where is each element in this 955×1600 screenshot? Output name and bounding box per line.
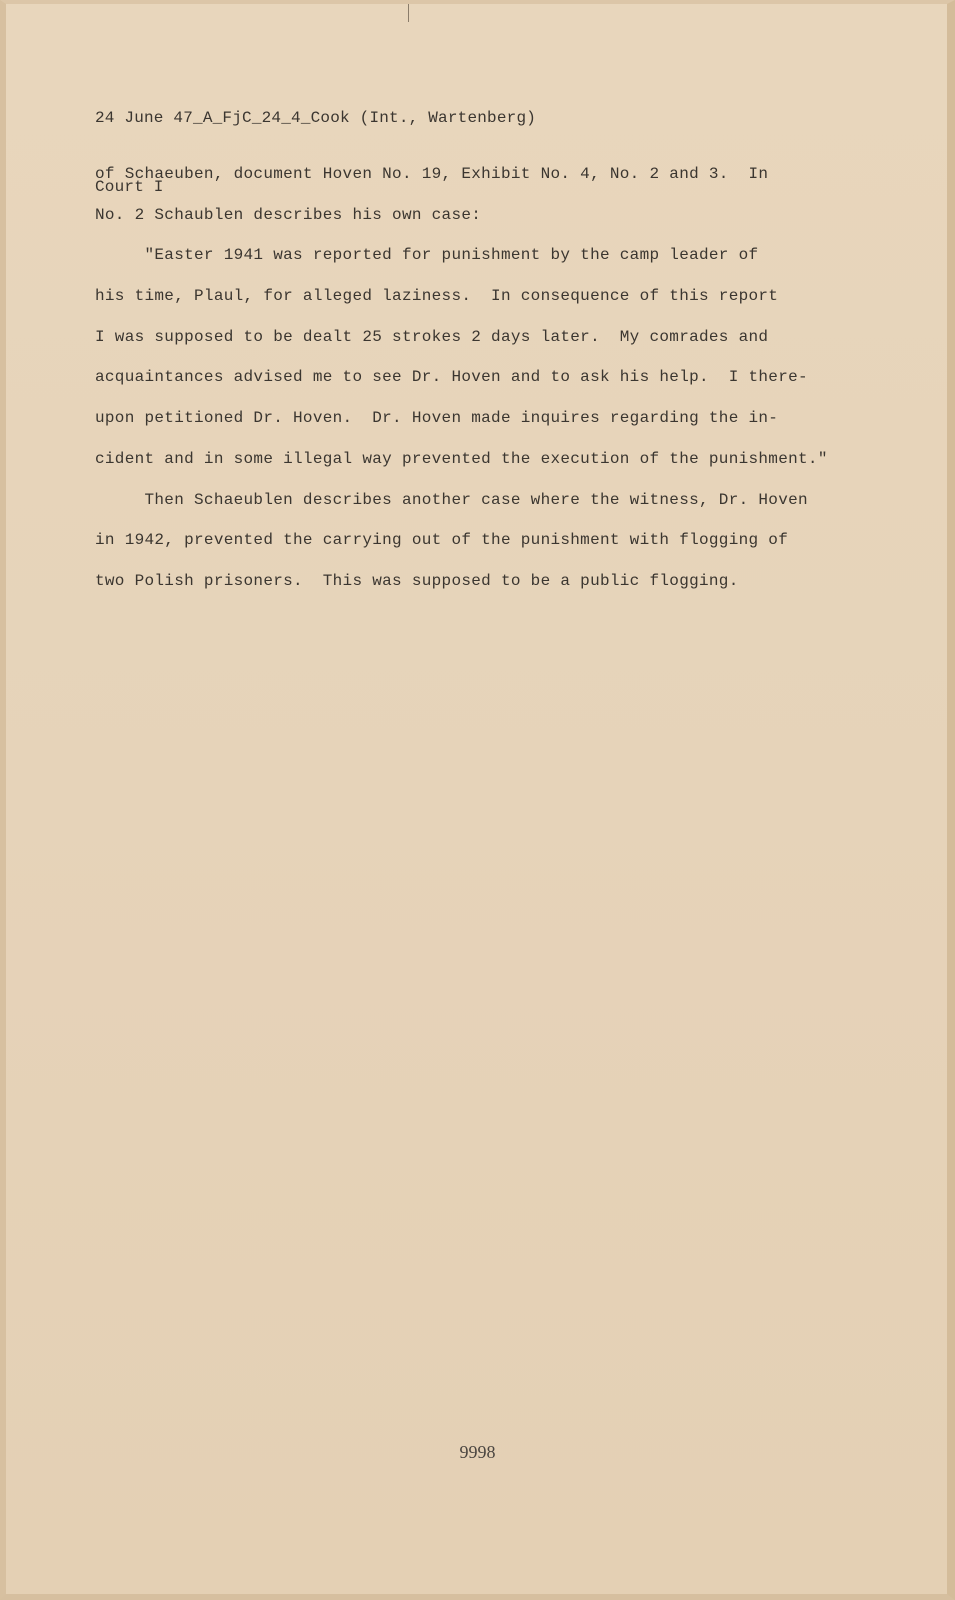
body-line: upon petitioned Dr. Hoven. Dr. Hoven made inquires regarding the in- [95,409,779,428]
body-line: "Easter 1941 was reported for punishment by the camp leader of [95,246,759,265]
body-line: No. 2 Schaublen describes his own case: [95,205,482,224]
body-line: I was supposed to be dealt 25 strokes 2 days later. My comrades and [95,327,769,346]
body-line: Then Schaeublen describes another case where the witness, Dr. Hoven [95,490,808,509]
punch-mark [408,4,409,22]
transcript-body [95,160,855,608]
header-session-line: 24 June 47_A_FjC_24_4_Cook (Int., Wartenberg) [95,109,537,127]
body-line: acquaintances advised me to see Dr. Hoven and to ask his help. I there- [95,368,808,387]
body-line: cident and in some illegal way prevented the execution of the punishment." [95,449,828,468]
header-court-line: Court I [95,178,164,196]
body-line: his time, Plaul, for alleged laziness. In consequence of this report [95,287,779,306]
page-number: 9998 [459,1442,496,1462]
body-line: two Polish prisoners. This was supposed to be a public flogging. [95,571,739,590]
body-line: of Schaeuben, document Hoven No. 19, Exhibit No. 4, No. 2 and 3. In [95,165,769,183]
body-line: in 1942, prevented the carrying out of the punishment with flogging of [95,531,789,550]
